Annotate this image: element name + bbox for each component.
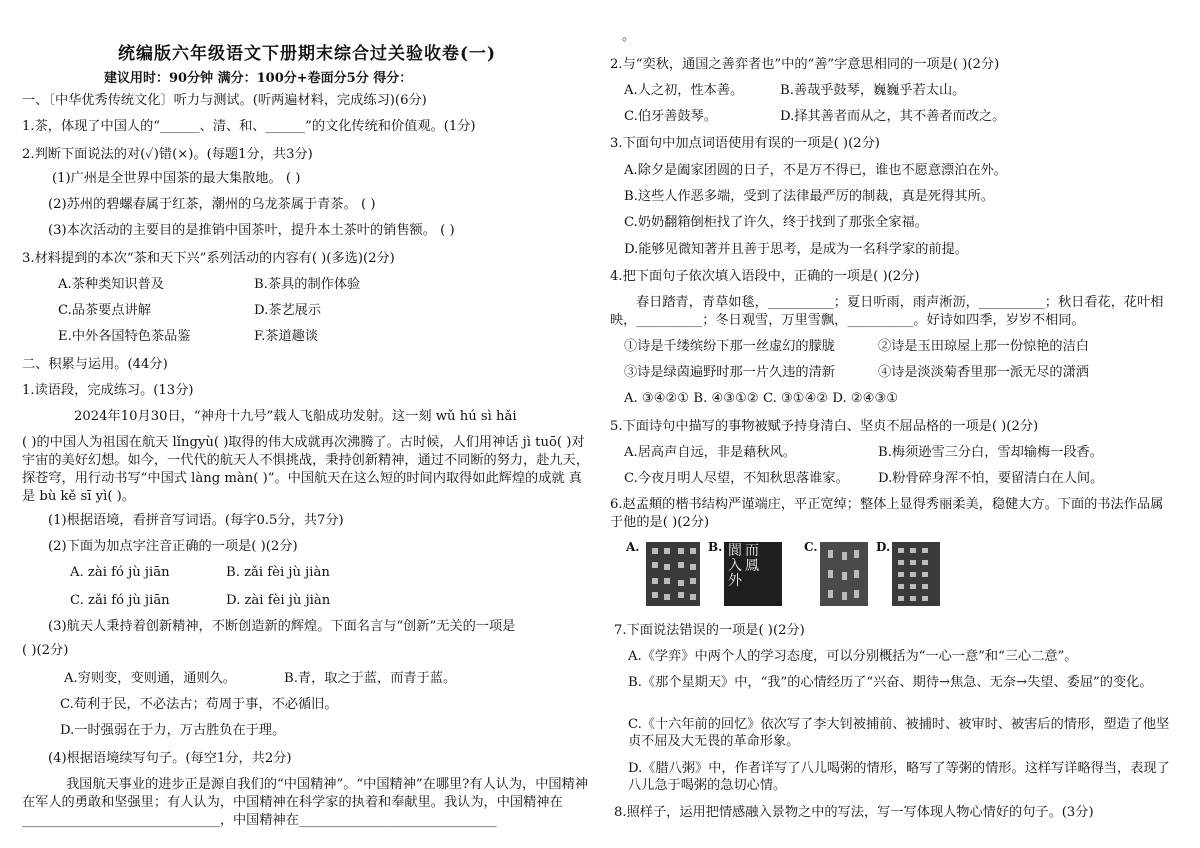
reading-sub-4: (4)根据语境续写句子。(每空1分，共2分) — [48, 751, 292, 766]
option: D.茶艺展示 — [254, 303, 322, 318]
option: E.中外各国特色茶品鉴 — [58, 329, 191, 344]
option: F.茶道趣谈 — [254, 329, 319, 344]
question-r2: 2.与“奕秋，通国之善弈者也”中的“善”字意思相同的一项是( )(2分) — [610, 57, 1000, 72]
question-r3: 3.下面句中加点词语使用有误的一项是( )(2分) — [610, 136, 880, 151]
option: D. zài fèi jù jiàn — [226, 593, 331, 608]
calligraphy-image-c[interactable] — [820, 542, 868, 606]
option: D.一时强弱在于力，万古胜负在于理。 — [60, 723, 286, 738]
option: A.穷则变，变则通，通则久。 — [64, 671, 236, 686]
question-2-2: (2)苏州的碧螺春属于红茶，潮州的乌龙茶属于青茶。 ( ) — [48, 197, 376, 212]
option-d-label: D. — [876, 540, 891, 554]
calligraphy-options — [624, 540, 1184, 610]
right-column — [610, 0, 1182, 848]
question-2-1: (1)广州是全世界中国茶的最大集散地。 ( ) — [52, 171, 301, 186]
question-r7: 7.下面说法错误的一项是( )(2分) — [614, 623, 805, 638]
option: B. zǎi fèi jù jiàn — [226, 565, 330, 580]
reading-question: 1.读语段，完成练习。(13分) — [22, 383, 194, 398]
option: A.茶种类知识普及 — [58, 277, 165, 292]
option: D.能够见微知著并且善于思考，是成为一名科学家的前提。 — [624, 242, 968, 257]
option: B.《那个星期天》中，“我”的心情经历了“兴奋、期待→焦急、无奈→失望、委屈”的变化。 — [628, 675, 1153, 690]
option: ④诗是淡淡菊香里那一派无尽的潇洒 — [878, 365, 1089, 380]
option-c-label: C. — [804, 540, 818, 554]
option: A.除夕是阖家团圆的日子，不是万不得已，谁也不愿意漂泊在外。 — [624, 163, 1007, 178]
calligraphy-image-d[interactable] — [892, 542, 940, 606]
question-r6: 6.赵孟頫的楷书结构严谨端庄，平正宽绰；整体上显得秀丽柔美，稳健大方。下面的书法作品属于他的是( )(2分) — [610, 497, 1164, 530]
option: C.奶奶翻箱倒柜找了许久，终于找到了那张全家福。 — [624, 215, 928, 230]
option: A. zài fó jù jiān — [70, 565, 170, 580]
option: C.苟利于民，不必法古；苟周于事，不必循旧。 — [60, 697, 338, 712]
question-2-3: (3)本次活动的主要目的是推销中国茶叶，提升本土茶叶的销售额。 ( ) — [48, 223, 455, 238]
option: D.粉骨碎身浑不怕，要留清白在人间。 — [878, 471, 1104, 486]
passage-line-1: 2024年10月30日，“神舟十九号”载人飞船成功发射。这一刻 wǔ hú sì hǎi — [74, 409, 517, 424]
reading-sub-3: (3)航天人秉持着创新精神，不断创造新的辉煌。下面名言与“创新”无关的一项是 — [48, 619, 516, 634]
continue-writing-passage: 我国航天事业的进步正是源自我们的“中国精神”。“中国精神”在哪里?有人认为，中国精神在军人的勇敢和坚强里；有人认为，中国精神在科学家的执着和奉献里。我认为，中国精神在______________________________，中国精神在______________________________ — [22, 777, 588, 828]
stray-period: 。 — [622, 29, 636, 44]
question-r5: 5.下面诗句中描写的事物被赋予持身清白、坚贞不屈品格的一项是( )(2分) — [610, 419, 1039, 434]
option: ②诗是玉田琼屋上那一份惊艳的洁白 — [878, 339, 1089, 354]
reading-sub-3-bracket: ( )(2分) — [22, 643, 69, 658]
reading-sub-2: (2)下面为加点字注音正确的一项是( )(2分) — [48, 539, 298, 554]
option: A.人之初，性本善。 — [624, 83, 744, 98]
calligraphy-image-b[interactable]: 閬而入鳳外 — [724, 542, 782, 606]
section-2-heading: 二、积累与运用。(44分) — [22, 357, 168, 372]
question-r8: 8.照样子，运用把情感融入景物之中的写法，写一写体现人物心情好的句子。(3分) — [614, 805, 1094, 820]
option: C.伯牙善鼓琴。 — [624, 109, 717, 124]
question-1: 1.茶，体现了中国人的“______、清、和、______”的文化传统和价值观。(1分) — [22, 119, 476, 134]
option: B.善哉乎鼓琴，巍巍乎若太山。 — [780, 83, 966, 98]
question-r4: 4.把下面句子依次填入语段中，正确的一项是( )(2分) — [610, 269, 920, 284]
section-1-heading: 一、〔中华优秀传统文化〕听力与测试。(听两遍材料，完成练习)(6分) — [22, 93, 427, 108]
question-2: 2.判断下面说法的对(✓)错(×)。(每题1分，共3分) — [22, 147, 313, 162]
left-column — [22, 0, 592, 848]
passage-body: ( )的中国人为祖国在航天 lǐngyù( )取得的伟大成就再次沸腾了。古时候，人们用神话 jì tuō( )对宇宙的美好幻想。如今，一代代的航天人不惧挑战，秉持创新精神，通过不同断的努力，赴九天，探苍穹，用行动书写“中国式 làng màn( )”。中国航天在这么短的时间内取得如此辉煌的成就 真是 bù kě sī yì( )。 — [22, 435, 590, 504]
exam-title: 统编版六年级语文下册期末综合过关验收卷(一) — [118, 44, 497, 64]
option: B.青，取之于蓝，而青于蓝。 — [284, 671, 457, 686]
option: B.这些人作恶多端，受到了法律最严厉的制裁，真是死得其所。 — [624, 189, 994, 204]
reading-sub-1: (1)根据语境，看拼音写词语。(每字0.5分，共7分) — [48, 513, 344, 528]
option: A.《学弈》中两个人的学习态度，可以分别概括为“一心一意”和“三心二意”。 — [628, 649, 1078, 664]
question-3: 3.材料提到的本次“茶和天下兴”系列活动的内容有( )(多选)(2分) — [22, 251, 395, 266]
option: C.《十六年前的回忆》依次写了李大钊被捕前、被捕时、被审时、被害后的情形，塑造了他坚贞不屈及大无畏的革命形象。 — [628, 717, 1170, 749]
question-r4-options: A. ③④②① B. ④③①② C. ③①④② D. ②④③① — [624, 391, 899, 406]
option: ③诗是绿茵遍野时那一片久违的清新 — [624, 365, 835, 380]
option-a-label: A. — [626, 540, 640, 554]
question-r4-passage: 春日踏青，青草如毯，__________；夏日听雨，雨声淅沥，__________；秋日看花，花叶相映，__________；冬日观雪，万里雪飘，__________。好诗如四季，岁岁不相同。 — [610, 295, 1164, 328]
option: D.《腊八粥》中，作者详写了八儿喝粥的情形，略写了等粥的情形。这样写详略得当，表现了八儿急于喝粥的急切心情。 — [628, 761, 1170, 793]
option: A.居高声自远，非是藉秋风。 — [624, 445, 796, 460]
option: D.择其善者而从之，其不善者而改之。 — [780, 109, 1006, 124]
option-b-label: B. — [708, 540, 723, 554]
option: B.茶具的制作体验 — [254, 277, 361, 292]
exam-meta: 建议用时：90分钟 满分：100分+卷面分5分 得分： — [104, 71, 413, 86]
option: C.品茶要点讲解 — [58, 303, 151, 318]
option: B.梅须逊雪三分白，雪却输梅一段香。 — [878, 445, 1103, 460]
option: C. zǎi fó jù jiān — [70, 593, 170, 608]
option: C.今夜月明人尽望，不知秋思落谁家。 — [624, 471, 849, 486]
option: ①诗是千缕缤纷下那一丝虚幻的朦胧 — [624, 339, 835, 354]
calligraphy-image-a[interactable] — [646, 542, 700, 606]
